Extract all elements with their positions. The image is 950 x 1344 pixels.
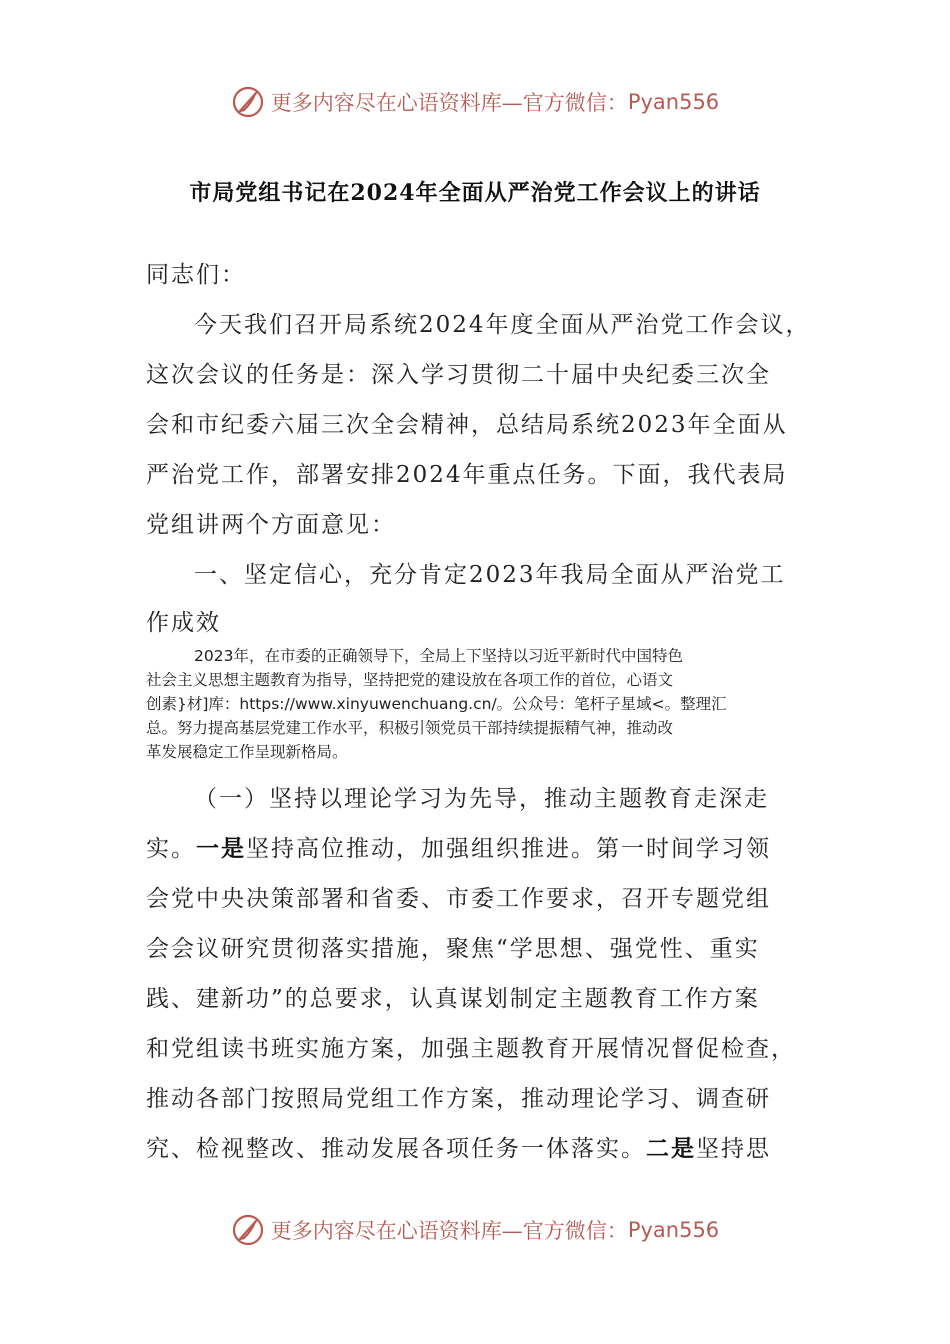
small-para-line: 2023年，在市委的正确领导下，全局上下坚持以习近平新时代中国特色 <box>194 647 683 665</box>
intro-line: 这次会议的任务是：深入学习贯彻二十届中央纪委三次全 <box>146 362 771 388</box>
greeting: 同志们： <box>146 262 246 288</box>
intro-line: 今天我们召开局系统2024年度全面从严治党工作会议， <box>194 312 811 338</box>
sub1-line: 会会议研究贯彻落实措施，聚焦“学思想、强党性、重实 <box>146 936 760 962</box>
sub1-line: 会党中央决策部署和省委、市委工作要求，召开专题党组 <box>146 886 771 912</box>
small-para-line: 总。努力提高基层党建工作水平，积极引领党员干部持续提振精气神，推动改 <box>146 719 674 737</box>
sub1-line: 践、建新功”的总要求，认真谋划制定主题教育工作方案 <box>146 986 760 1012</box>
watermark-header <box>0 82 950 122</box>
subsection-heading-1: （一）坚持以理论学习为先导，推动主题教育走深走 <box>194 786 769 812</box>
document-title: 市局党组书记在2024年全面从严治党工作会议上的讲话 <box>189 180 761 206</box>
small-para-line: 革发展稳定工作呈现新格局。 <box>146 743 348 761</box>
sub1-point-one-label: 一是 <box>196 835 246 862</box>
sub1-line: 推动各部门按照局党组工作方案，推动理论学习、调查研 <box>146 1086 771 1112</box>
watermark-text-cn: 更多内容尽在心语资料库—官方微信： <box>270 1219 628 1243</box>
sub1-last-prefix: 究、检视整改、推动发展各项任务一体落实。 <box>146 1136 646 1162</box>
sub1-line <box>146 1130 771 1163</box>
section-heading-1: 一、坚定信心，充分肯定2023年我局全面从严治党工 <box>194 562 786 588</box>
small-para-line: 社会主义思想主题教育为指导，坚持把党的建设放在各项工作的首位，心语文 <box>146 671 674 689</box>
small-paragraph <box>146 644 798 764</box>
sub1-line2-rest: 坚持高位推动，加强组织推进。第一时间学习领 <box>246 836 771 862</box>
small-para-line: 创素}材]库：https://www.xinyuwenchuang.cn/。公众号：笔杆子星域<。整理汇 <box>146 695 727 713</box>
intro-line: 严治党工作，部署安排2024年重点任务。下面，我代表局 <box>146 462 788 488</box>
sub1-last-rest: 坚持思 <box>696 1136 771 1162</box>
sub1-line <box>146 830 771 863</box>
quill-logo-icon <box>231 1213 265 1247</box>
quill-logo-icon <box>231 85 265 119</box>
intro-line: 会和市纪委六届三次全会精神，总结局系统2023年全面从 <box>146 412 788 438</box>
section-heading-1-cont: 作成效 <box>146 610 221 636</box>
sub1-line2-prefix: 实。 <box>146 836 196 862</box>
watermark-text-en: Pyan556 <box>627 90 720 114</box>
watermark-text-cn: 更多内容尽在心语资料库—官方微信： <box>270 91 628 115</box>
watermark-footer <box>0 1210 950 1250</box>
watermark-text-en: Pyan556 <box>627 1218 720 1242</box>
intro-line: 党组讲两个方面意见： <box>146 512 396 538</box>
sub1-point-two-label: 二是 <box>646 1135 696 1162</box>
sub1-line: 和党组读书班实施方案，加强主题教育开展情况督促检查， <box>146 1036 796 1062</box>
